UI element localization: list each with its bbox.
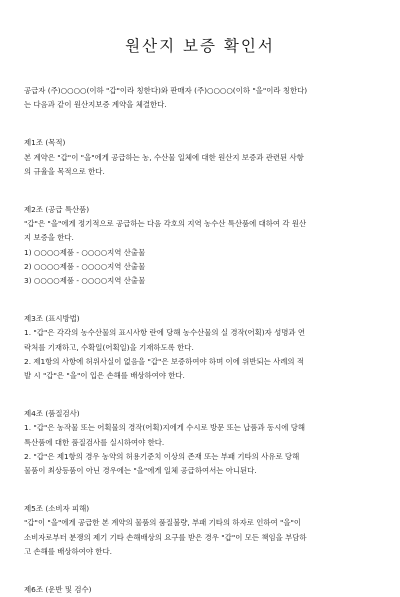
article-heading: 제2조 (공급 특산품) xyxy=(24,205,90,215)
article-line: 락처를 기재하고, 수확일(어획일)을 기재하도록 한다. xyxy=(24,342,194,352)
article-heading: 제1조 (목적) xyxy=(24,138,66,148)
article-heading: 제5조 (소비자 피해) xyxy=(24,504,90,514)
article-6 xyxy=(24,583,376,597)
article-line: 특산품에 대한 품질검사를 실시하여야 한다. xyxy=(24,437,165,447)
intro-line: 공급자 (주)○○○○(이하 "갑"이라 칭한다)와 판매자 (주)○○○○(이하 "을"이라 칭한다) xyxy=(24,86,308,95)
article-line: "갑"은 "을"에게 정기적으로 공급하는 다음 각호의 지역 농수산 특산품에 대하여 각 원산 xyxy=(24,219,307,229)
article-line: 발 시 "갑"은 "을"이 입은 손해를 배상하여야 한다. xyxy=(24,371,185,381)
list-item: 2) ○○○○제품 - ○○○○지역 산출물 xyxy=(24,261,146,271)
list-item: 1) ○○○○제품 - ○○○○지역 산출물 xyxy=(24,247,146,257)
document-title: 원산지 보증 확인서 xyxy=(125,37,275,55)
article-5 xyxy=(24,502,376,559)
article-1 xyxy=(24,136,376,179)
list-item: 3) ○○○○제품 - ○○○○지역 산출물 xyxy=(24,276,146,286)
article-line: 2. 제1항의 사항에 허위사실이 없음을 "갑"은 보증하여야 하며 이에 위반되는 사례의 적 xyxy=(24,356,304,366)
article-line: 1. "갑"은 각각의 농수산물의 표시사항 란에 당해 농수산물의 실 경작(어획)자 성명과 연 xyxy=(24,328,306,338)
intro-line: 는 다음과 같이 원산지보증 계약을 체결한다. xyxy=(24,100,167,110)
article-line: "갑"이 "을"에게 공급한 본 계약의 물품의 품질불량, 부패 기타의 하자로 인하여 "을"이 xyxy=(24,518,302,528)
intro-paragraph xyxy=(24,84,376,112)
article-line: 고 손해를 배상하여야 한다. xyxy=(24,546,112,556)
article-line: 물품이 최상등품이 아닌 경우에는 "을"에게 일체 공급하여서는 아니된다. xyxy=(24,466,257,476)
article-line: 2. "갑"은 제1항의 경우 농약의 허용기준치 이상의 존재 또는 부패 기타의 사유로 당해 xyxy=(24,451,300,461)
article-3 xyxy=(24,312,376,383)
article-line: 1. "갑"은 농작물 또는 어획물의 경작(어획)지에게 수시로 방문 또는 납품과 동시에 당해 xyxy=(24,423,306,433)
article-heading: 제4조 (품질검사) xyxy=(24,409,80,419)
article-line: 본 계약은 "갑"이 "을"에게 공급하는 농, 수산물 일체에 대한 원산지 보증과 관련된 사항 xyxy=(24,152,304,162)
article-line: 지 보증을 한다. xyxy=(24,233,74,243)
article-heading: 제6조 (운반 및 검수) xyxy=(24,585,92,595)
article-4 xyxy=(24,407,376,478)
article-heading: 제3조 (표시방법) xyxy=(24,314,80,324)
article-line: 소비자로부터 분쟁의 제기 기타 손해배상의 요구를 받은 경우 "갑"이 모든 책임을 부담하 xyxy=(24,532,307,542)
article-line: 의 규율을 목적으로 한다. xyxy=(24,166,105,176)
article-2 xyxy=(24,203,376,288)
